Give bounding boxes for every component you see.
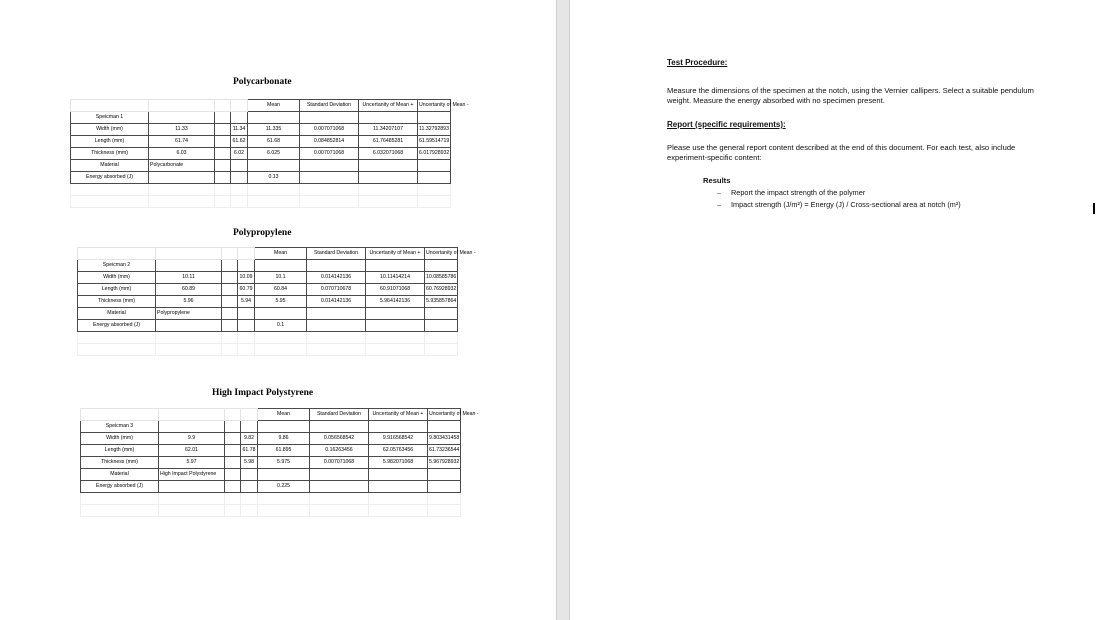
grid-cell [222,260,238,272]
specimen-table [77,247,476,356]
specimen-table [70,99,469,208]
table-cell [428,469,461,481]
table-cell: 0.225 [258,481,310,493]
table-cell [310,421,369,433]
specimen-title: Polypropylene [233,228,292,238]
table-cell: 61.62 [231,136,248,148]
grid-cell [215,148,231,160]
table-cell: 5.982071068 [369,457,428,469]
table-cell: 0.13 [248,172,300,184]
report-text: Please use the general report content described at the end of this document. For each test, also include experiment-specific content: [667,143,1016,162]
table-cell [428,421,461,433]
table-cell: 6.017928932 [418,148,451,160]
row-label: Speicman 1 [71,112,149,124]
grid-cell [300,184,359,196]
grid-cell [215,172,231,184]
table-cell: 10.11414214 [366,272,425,284]
table-cell: 9.86 [258,433,310,445]
grid-cell [71,196,149,208]
row-label: Thickness (mm) [71,148,149,160]
specimen-title: Polycarbonate [233,77,292,87]
bullet-dash-icon: – [717,200,722,209]
grid-cell [78,344,156,356]
right-page [570,0,1100,620]
column-header: Uncertanity of Mean - [425,248,458,260]
table-cell: 0.16263456 [310,445,369,457]
table-cell [156,320,222,332]
grid-cell [238,344,255,356]
grid-cell [238,332,255,344]
table-cell: 5.97 [159,457,225,469]
grid-cell [81,505,159,517]
column-header: Uncertanity of Mean + [369,409,428,421]
table-cell [369,481,428,493]
table-cell: 61.78 [241,445,258,457]
specimen-table [80,408,479,517]
grid-cell [428,493,461,505]
grid-cell [425,344,458,356]
grid-cell [418,184,451,196]
table-cell [241,481,258,493]
grid-cell [215,136,231,148]
table-cell [238,260,255,272]
row-label: Energy absorbed (J) [71,172,149,184]
report-heading: Report (specific requirements): [667,120,786,129]
row-label: Energy absorbed (J) [78,320,156,332]
table-cell: High Impact Polystyrene [159,469,225,481]
table-cell [369,469,428,481]
row-label: Speicman 2 [78,260,156,272]
table-cell: 0.014142136 [307,296,366,308]
test-procedure-text: Measure the dimensions of the specimen at the notch, using the Vernier callipers. Select a suitable pendulum weight. Measure the energy absorbed with no specimen present. [667,86,1034,105]
table-cell: 61.895 [258,445,310,457]
table-cell [418,160,451,172]
column-header: Uncertanity of Mean + [359,100,418,112]
table-cell: Polypropylene [156,308,222,320]
table-cell [366,320,425,332]
grid-cell [215,112,231,124]
table-cell: 9.82 [241,433,258,445]
table-cell [366,260,425,272]
table-cell: 5.967928932 [428,457,461,469]
results-item-text: Report the impact strength of the polymer [731,188,866,197]
table-cell: 62.01 [159,445,225,457]
grid-cell [248,184,300,196]
grid-cell [81,493,159,505]
table-cell: 61.74 [149,136,215,148]
row-label: Length (mm) [71,136,149,148]
row-label: Thickness (mm) [78,296,156,308]
grid-cell [255,332,307,344]
table-cell [425,260,458,272]
grid-cell [222,284,238,296]
table-cell: 60.76928932 [425,284,458,296]
grid-cell [71,184,149,196]
grid-cell [231,100,248,112]
table-cell: 11.33 [149,124,215,136]
row-label: Thickness (mm) [81,457,159,469]
grid-cell [231,196,248,208]
grid-cell [71,100,149,112]
table-cell: 10.09 [238,272,255,284]
table-cell: 11.335 [248,124,300,136]
specimen-title: High Impact Polystyrene [212,388,314,398]
grid-cell [222,308,238,320]
left-page [0,0,556,620]
grid-cell [225,481,241,493]
grid-cell [215,196,231,208]
table-cell: 10.11 [156,272,222,284]
results-list-item [717,188,865,198]
table-cell [248,160,300,172]
grid-cell [81,409,159,421]
table-cell: 60.84 [255,284,307,296]
results-item-text: Impact strength (J/m²) = Energy (J) / Cross-sectional area at notch (m²) [731,200,961,209]
grid-cell [418,196,451,208]
table-cell: 0.1 [255,320,307,332]
table-cell: 61.68 [248,136,300,148]
row-label: Speicman 3 [81,421,159,433]
grid-cell [159,493,225,505]
grid-cell [149,184,215,196]
grid-cell [231,184,248,196]
grid-cell [310,493,369,505]
table-cell [241,421,258,433]
grid-cell [156,332,222,344]
table-cell [366,308,425,320]
table-cell [310,481,369,493]
grid-cell [241,505,258,517]
table-cell [231,172,248,184]
grid-cell [238,248,255,260]
table-cell [300,112,359,124]
results-list-item [717,200,961,210]
grid-cell [225,493,241,505]
table-cell: 9.9 [159,433,225,445]
grid-cell [149,100,215,112]
grid-cell [225,445,241,457]
table-cell: 61.76485281 [359,136,418,148]
table-cell: 11.34 [231,124,248,136]
table-cell [300,172,359,184]
grid-cell [258,505,310,517]
table-cell [255,308,307,320]
row-label: Width (mm) [71,124,149,136]
row-label: Energy absorbed (J) [81,481,159,493]
grid-cell [307,344,366,356]
grid-cell [222,332,238,344]
column-header: Mean [258,409,310,421]
row-label: Length (mm) [81,445,159,457]
grid-cell [78,332,156,344]
grid-cell [255,344,307,356]
grid-cell [225,409,241,421]
grid-cell [156,248,222,260]
table-cell [258,469,310,481]
column-header: Standard Deviation [310,409,369,421]
table-cell: 5.964142136 [366,296,425,308]
table-cell [425,320,458,332]
table-cell: 6.02 [231,148,248,160]
column-header: Uncertanity of Mean - [418,100,451,112]
table-cell [369,421,428,433]
grid-cell [225,421,241,433]
table-cell: Polycarbonate [149,160,215,172]
grid-cell [359,184,418,196]
grid-cell [307,332,366,344]
column-header: Mean [255,248,307,260]
grid-cell [241,409,258,421]
table-cell [359,112,418,124]
table-cell: 5.96 [156,296,222,308]
table-cell [307,260,366,272]
row-label: Material [71,160,149,172]
table-cell: 5.935857864 [425,296,458,308]
grid-cell [225,469,241,481]
grid-cell [428,505,461,517]
grid-cell [149,196,215,208]
table-cell [231,160,248,172]
grid-cell [225,505,241,517]
grid-cell [425,332,458,344]
column-header: Uncertanity of Mean - [428,409,461,421]
table-cell [149,112,215,124]
text-cursor [1093,203,1095,214]
table-cell [428,481,461,493]
table-cell: 60.89 [156,284,222,296]
table-cell: 9.803431458 [428,433,461,445]
grid-cell [310,505,369,517]
grid-cell [222,344,238,356]
column-header: Uncertanity of Mean + [366,248,425,260]
grid-cell [369,493,428,505]
table-cell: 60.79 [238,284,255,296]
page-gutter [556,0,570,620]
grid-cell [215,184,231,196]
table-cell: 11.34207107 [359,124,418,136]
grid-cell [258,493,310,505]
table-cell [159,421,225,433]
row-label: Width (mm) [81,433,159,445]
row-label: Width (mm) [78,272,156,284]
grid-cell [300,196,359,208]
row-label: Material [78,308,156,320]
table-cell [418,112,451,124]
table-cell: 6.032071068 [359,148,418,160]
grid-cell [366,332,425,344]
table-cell: 62.05763456 [369,445,428,457]
table-cell [149,172,215,184]
grid-cell [222,248,238,260]
table-cell [241,469,258,481]
table-cell: 5.95 [255,296,307,308]
table-cell [258,421,310,433]
grid-cell [222,320,238,332]
table-cell: 0.007071068 [300,148,359,160]
table-cell: 0.084852814 [300,136,359,148]
table-cell: 0.056568542 [310,433,369,445]
grid-cell [215,100,231,112]
table-cell [255,260,307,272]
grid-cell [156,344,222,356]
grid-cell [225,457,241,469]
column-header: Standard Deviation [307,248,366,260]
grid-cell [225,433,241,445]
grid-cell [359,196,418,208]
table-cell [248,112,300,124]
grid-cell [159,505,225,517]
table-cell: 6.025 [248,148,300,160]
table-cell: 6.03 [149,148,215,160]
grid-cell [241,493,258,505]
table-cell: 5.94 [238,296,255,308]
table-cell: 61.73236544 [428,445,461,457]
table-cell: 10.1 [255,272,307,284]
table-cell: 60.91071068 [366,284,425,296]
table-cell [156,260,222,272]
column-header: Mean [248,100,300,112]
table-cell [231,112,248,124]
table-cell [307,320,366,332]
grid-cell [78,248,156,260]
table-cell [159,481,225,493]
row-label: Material [81,469,159,481]
table-cell [418,172,451,184]
bullet-dash-icon: – [717,188,722,197]
table-cell: 0.014142136 [307,272,366,284]
table-cell: 0.070710678 [307,284,366,296]
table-cell [310,469,369,481]
table-cell [238,308,255,320]
test-procedure-heading: Test Procedure: [667,58,728,67]
table-cell [307,308,366,320]
row-label: Length (mm) [78,284,156,296]
grid-cell [159,409,225,421]
results-heading: Results [703,176,731,185]
table-cell: 5.98 [241,457,258,469]
grid-cell [215,124,231,136]
table-cell [359,160,418,172]
table-cell: 9.916568542 [369,433,428,445]
table-cell [300,160,359,172]
table-cell: 11.32792893 [418,124,451,136]
table-cell: 5.975 [258,457,310,469]
table-cell [238,320,255,332]
table-cell [425,308,458,320]
column-header: Standard Deviation [300,100,359,112]
table-cell: 10.08585786 [425,272,458,284]
grid-cell [215,160,231,172]
grid-cell [222,296,238,308]
grid-cell [222,272,238,284]
table-cell: 0.007071068 [310,457,369,469]
table-cell: 0.007071068 [300,124,359,136]
table-cell [359,172,418,184]
table-cell: 61.59514719 [418,136,451,148]
grid-cell [366,344,425,356]
grid-cell [369,505,428,517]
grid-cell [248,196,300,208]
